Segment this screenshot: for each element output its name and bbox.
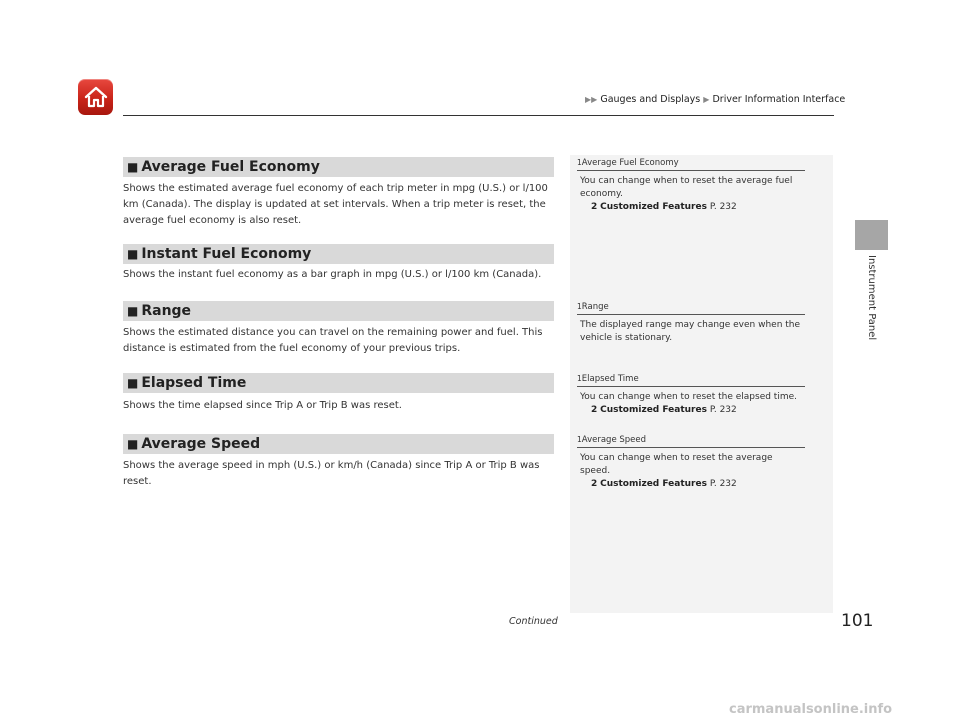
cross-reference-link[interactable]: [580, 404, 805, 417]
note-body-text: The displayed range may change even when the vehicle is stationary.: [580, 320, 801, 343]
note-title: [577, 158, 805, 171]
breadcrumb-arrow-icon: ▶▶: [585, 95, 598, 104]
section-body-average-fuel-economy: Shows the estimated average fuel economy of each trip meter in mpg (U.S.) or l/100 km (Canada). The display is updated at set intervals. When a trip meter is reset, the average fuel economy is also reset.: [123, 183, 548, 226]
section-heading-text: Average Fuel Economy: [141, 159, 320, 175]
note-body: [577, 171, 805, 214]
note-body: [577, 315, 805, 345]
square-bullet-icon: ■: [127, 437, 139, 451]
section-heading-average-fuel-economy: [123, 157, 554, 177]
cross-reference-page: P. 232: [709, 405, 737, 415]
cross-reference-page: P. 232: [709, 202, 737, 212]
note-title: [577, 435, 805, 448]
section-heading-elapsed-time: [123, 373, 554, 393]
watermark-text: carmanualsonline.info: [729, 702, 893, 717]
note-average-fuel-economy: [577, 158, 805, 214]
square-bullet-icon: ■: [127, 247, 139, 261]
continued-label: Continued: [509, 616, 558, 627]
section-body-range: Shows the estimated distance you can travel on the remaining power and fuel. This distance is estimated from the fuel economy of your previous trips.: [123, 327, 543, 354]
section-heading-instant-fuel-economy: [123, 244, 554, 264]
breadcrumb-link-gauges[interactable]: Gauges and Displays: [600, 94, 701, 105]
home-button[interactable]: [78, 79, 113, 115]
chapter-tab[interactable]: [855, 220, 888, 250]
cross-reference-link[interactable]: [580, 478, 805, 491]
square-bullet-icon: ■: [127, 304, 139, 318]
cross-reference-label: Customized Features: [600, 202, 707, 212]
note-number: 1: [577, 302, 582, 311]
note-body-text: You can change when to reset the average speed.: [580, 453, 773, 476]
breadcrumb-link-driver-info[interactable]: Driver Information Interface: [712, 94, 846, 105]
section-heading-range: [123, 301, 554, 321]
section-heading-text: Elapsed Time: [141, 375, 247, 391]
section-body-instant-fuel-economy: Shows the instant fuel economy as a bar graph in mpg (U.S.) or l/100 km (Canada).: [123, 269, 542, 280]
note-title-text: Average Speed: [581, 435, 647, 445]
section-heading-text: Range: [141, 303, 192, 319]
breadcrumb: [585, 94, 845, 105]
note-number: 1: [577, 158, 582, 167]
note-body: [577, 387, 805, 417]
note-body-text: You can change when to reset the average fuel economy.: [580, 176, 793, 199]
note-title-text: Average Fuel Economy: [581, 158, 679, 168]
square-bullet-icon: ■: [127, 160, 139, 174]
chapter-tab-label: Instrument Panel: [866, 255, 877, 341]
section-heading-average-speed: [123, 434, 554, 454]
cross-reference-icon: 2: [591, 479, 598, 489]
note-number: 1: [577, 374, 582, 383]
section-body-elapsed-time: Shows the time elapsed since Trip A or Trip B was reset.: [123, 400, 402, 411]
square-bullet-icon: ■: [127, 376, 139, 390]
cross-reference-icon: 2: [591, 405, 598, 415]
note-number: 1: [577, 435, 582, 444]
section-heading-text: Instant Fuel Economy: [141, 246, 312, 262]
header-rule: [123, 115, 834, 116]
note-title-text: Elapsed Time: [581, 374, 639, 384]
note-average-speed: [577, 435, 805, 491]
breadcrumb-arrow-icon: ▶: [703, 95, 710, 104]
cross-reference-icon: 2: [591, 202, 598, 212]
section-body-average-speed: Shows the average speed in mph (U.S.) or km/h (Canada) since Trip A or Trip B was reset.: [123, 460, 540, 487]
page-number: 101: [841, 611, 874, 631]
note-body-text: You can change when to reset the elapsed time.: [580, 392, 797, 402]
section-heading-text: Average Speed: [141, 436, 261, 452]
cross-reference-label: Customized Features: [600, 479, 707, 489]
note-title: [577, 374, 805, 387]
cross-reference-label: Customized Features: [600, 405, 707, 415]
note-range: [577, 302, 805, 345]
home-icon: [83, 85, 109, 109]
cross-reference-page: P. 232: [709, 479, 737, 489]
note-title: [577, 302, 805, 315]
cross-reference-link[interactable]: [580, 201, 805, 214]
note-elapsed-time: [577, 374, 805, 417]
note-title-text: Range: [581, 302, 609, 312]
note-body: [577, 448, 805, 491]
